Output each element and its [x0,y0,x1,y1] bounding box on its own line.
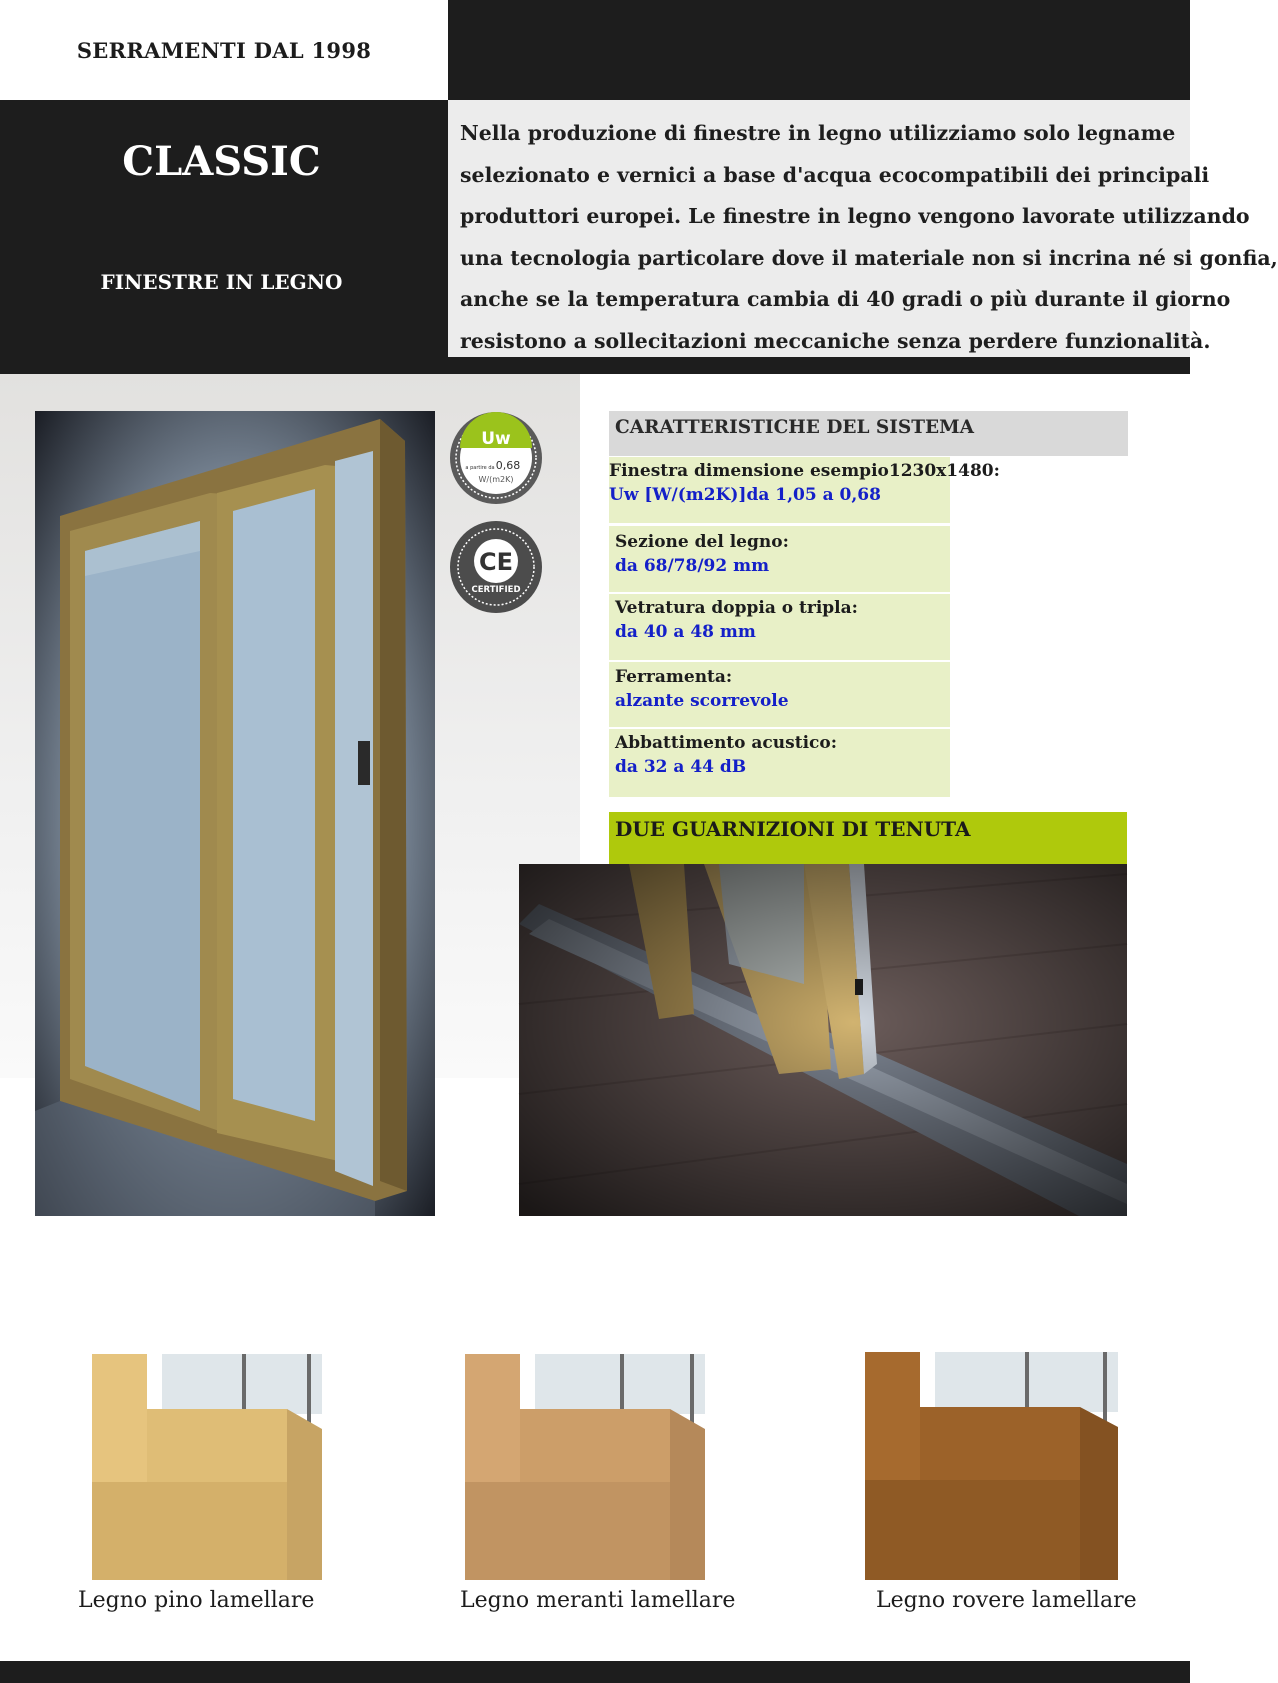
wood-sample-oak [865,1352,1118,1580]
product-description [448,100,1278,357]
spec-row-wood-section [609,526,950,592]
description-line: produttori europei. Le finestre in legno vengono lavorate utilizzando [460,204,1250,228]
description-line: anche se la temperatura cambia di 40 gradi o più durante il giorno [460,287,1231,311]
spec-row-hardware [609,662,950,727]
description-line: selezionato e vernici a base d'acqua ecocompatibili dei principali [460,162,1210,187]
uw-badge-unit: W/(m2K) [478,475,514,484]
spec-label: Abbattimento acustico: [615,733,837,753]
threshold-detail-photo [519,864,1127,1216]
specs-heading: CARATTERISTICHE DEL SISTEMA [609,411,1128,456]
description-line: Nella produzione di finestre in legno utilizziamo solo legname [460,121,1176,145]
spec-value: Uw [W/(m2K)]da 1,05 a 0,68 [609,485,881,505]
spec-label: Sezione del legno: [615,532,789,552]
wood-caption-oak: Legno rovere lamellare [876,1588,1137,1613]
spec-value: da 68/78/92 mm [615,556,770,576]
footer-bar [0,1661,1190,1683]
uw-badge [450,412,542,504]
spec-value: da 40 a 48 mm [615,622,756,642]
tagline: SERRAMENTI DAL 1998 [76,37,372,63]
product-title: CLASSIC [122,138,321,185]
spec-value: alzante scorrevole [615,691,789,711]
sliding-door-photo [35,411,435,1216]
ce-certified-badge [450,521,542,613]
description-line: resistono a sollecitazioni meccaniche senza perdere funzionalità. [460,328,1211,353]
ce-certified-label: CERTIFIED [471,585,521,595]
spec-label: Finestra dimensione esempio1230x1480: [609,461,1000,481]
spec-row-acoustic [609,729,950,797]
wood-caption-meranti: Legno meranti lamellare [460,1588,736,1613]
product-subtitle: FINESTRE IN LEGNO [100,270,343,294]
uw-badge-title: Uw [481,429,511,449]
wood-sample-pine [92,1354,322,1580]
spec-label: Ferramenta: [615,667,733,687]
wood-sample-meranti [465,1354,705,1580]
header-brand [0,0,448,100]
ce-mark: CE [478,548,514,576]
wood-caption-pine: Legno pino lamellare [78,1588,315,1613]
description-line: una tecnologia particolare dove il materiale non si incrina né si gonfia, [460,245,1278,270]
seals-heading: DUE GUARNIZIONI DI TENUTA [609,812,1127,865]
uw-badge-prefix: a partire da [465,465,495,471]
uw-badge-value: 0,68 [495,459,521,472]
spec-value: da 32 a 44 dB [615,757,747,777]
header-dark-bar [448,0,1190,100]
spec-label: Vetratura doppia o tripla: [615,598,858,618]
spec-row-dimension [609,457,1000,523]
spec-row-glazing [609,594,950,660]
